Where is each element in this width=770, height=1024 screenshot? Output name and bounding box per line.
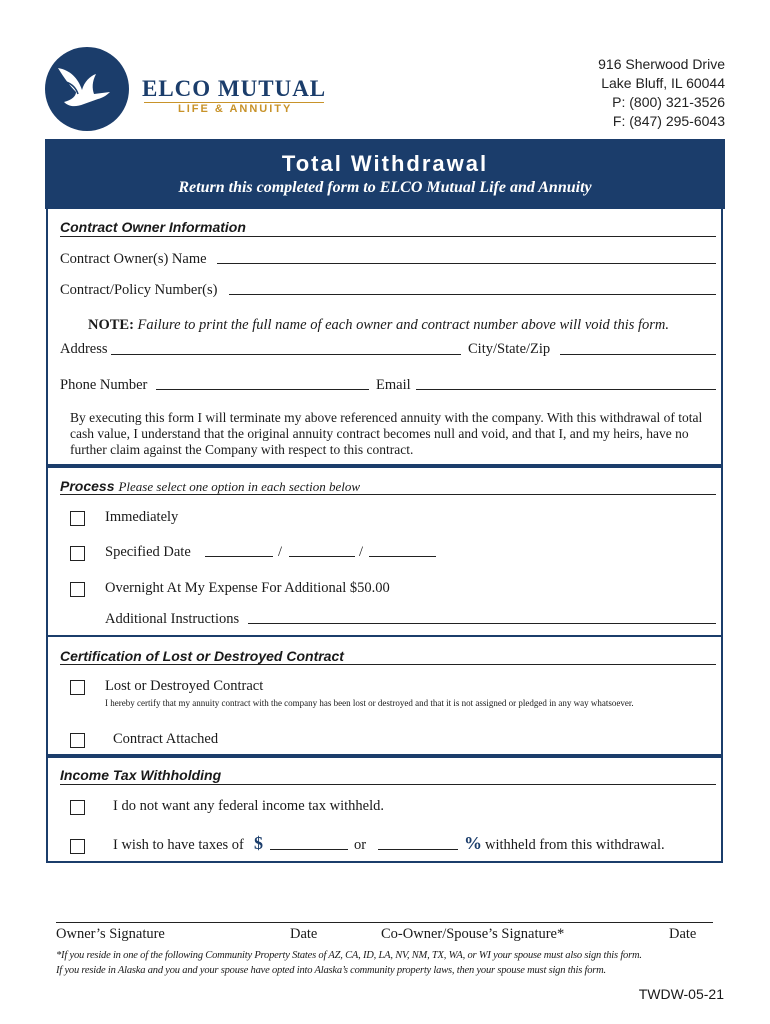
or-label: or xyxy=(354,837,367,853)
owner-name-field[interactable] xyxy=(217,263,716,264)
form-subtitle: Return this completed form to ELCO Mutual Life and Annuity xyxy=(178,179,592,196)
owner-section-title: Contract Owner Information xyxy=(60,219,246,235)
process-hint: Please select one option in each section below xyxy=(118,479,360,494)
logo-subtitle: LIFE & ANNUITY xyxy=(178,103,293,115)
date-day-field[interactable] xyxy=(289,556,355,557)
process-title: Process xyxy=(60,478,115,494)
certification-section-rule xyxy=(60,664,716,665)
note-text: Failure to print the full name of each owner and contract number above will void this form. xyxy=(137,317,670,333)
overnight-label: Overnight At My Expense For Additional $50.00 xyxy=(105,580,390,596)
immediately-checkbox[interactable] xyxy=(70,511,85,526)
withhold-taxes-checkbox[interactable] xyxy=(70,839,85,854)
logo-name: ELCO MUTUAL xyxy=(142,76,327,101)
overnight-checkbox[interactable] xyxy=(70,582,85,597)
withhold-taxes-label: I wish to have taxes of xyxy=(113,837,244,853)
eagle-logo-icon xyxy=(44,46,130,132)
company-address xyxy=(598,55,725,131)
form-code: TWDW-05-21 xyxy=(638,986,724,1002)
owner-name-label: Contract Owner(s) Name xyxy=(60,251,207,267)
policy-number-label: Contract/Policy Number(s) xyxy=(60,282,218,298)
dollar-sign: $ xyxy=(254,833,263,853)
termination-statement: By executing this form I will terminate my above referenced annuity with the company. With this withdrawal of total cash value, I understand that the original annuity contract becomes null and void, and that I, and my heirs, have no further claim against the Company with respect to this contract. xyxy=(70,410,703,457)
date-slash-1: / xyxy=(278,544,283,560)
lost-contract-checkbox[interactable] xyxy=(70,680,85,695)
logo xyxy=(44,46,329,132)
immediately-label: Immediately xyxy=(105,509,179,525)
certification-section-title: Certification of Lost or Destroyed Contract xyxy=(60,648,344,664)
tax-section-title: Income Tax Withholding xyxy=(60,767,222,783)
coowner-signature-label: Co-Owner/Spouse’s Signature* xyxy=(381,926,565,942)
phone-number: P: (800) 321-3526 xyxy=(612,94,725,110)
date-slash-2: / xyxy=(359,544,364,560)
phone-field[interactable] xyxy=(156,389,369,390)
dollar-amount-field[interactable] xyxy=(270,849,348,850)
contract-attached-label: Contract Attached xyxy=(113,731,219,747)
address-field[interactable] xyxy=(111,354,461,355)
specified-date-label: Specified Date xyxy=(105,544,191,560)
tax-section-rule xyxy=(60,784,716,785)
address-line-1: 916 Sherwood Drive xyxy=(598,56,725,72)
footnote-2: If you reside in Alaska and you and your spouse have opted into Alaska’s community property laws, then your spouse must sign this form. xyxy=(56,965,606,976)
no-withholding-checkbox[interactable] xyxy=(70,800,85,815)
owner-date-label: Date xyxy=(290,926,318,942)
address-line-2: Lake Bluff, IL 60044 xyxy=(601,75,725,91)
city-state-zip-label: City/State/Zip xyxy=(468,341,551,357)
owner-section-rule xyxy=(60,236,716,237)
process-section-rule xyxy=(60,494,716,495)
email-label: Email xyxy=(376,377,411,393)
signature-line[interactable] xyxy=(56,922,713,923)
specified-date-checkbox[interactable] xyxy=(70,546,85,561)
additional-instructions-label: Additional Instructions xyxy=(105,611,240,627)
email-field[interactable] xyxy=(416,389,716,390)
owner-signature-label: Owner’s Signature xyxy=(56,926,165,942)
date-month-field[interactable] xyxy=(205,556,273,557)
note-label: NOTE: xyxy=(88,317,134,333)
city-state-zip-field[interactable] xyxy=(560,354,716,355)
additional-instructions-field[interactable] xyxy=(248,623,716,624)
percent-sign: % xyxy=(464,833,482,853)
policy-number-field[interactable] xyxy=(229,294,716,295)
certify-statement: I hereby certify that my annuity contract with the company has been lost or destroyed and that it is not assigned or pledged in any way whatsoever. xyxy=(105,698,634,708)
withheld-label: withheld from this withdrawal. xyxy=(485,837,665,853)
contract-attached-checkbox[interactable] xyxy=(70,733,85,748)
title-banner xyxy=(45,139,725,209)
form-title: Total Withdrawal xyxy=(281,151,489,176)
phone-label: Phone Number xyxy=(60,377,148,393)
address-label: Address xyxy=(60,341,108,357)
coowner-date-label: Date xyxy=(669,926,697,942)
void-note xyxy=(88,317,669,334)
percent-amount-field[interactable] xyxy=(378,849,458,850)
footnote-1: *If you reside in one of the following Community Property States of AZ, CA, ID, LA, NV, NM, TX, WA, or WI your spouse must also sign this form. xyxy=(56,950,642,961)
fax-number: F: (847) 295-6043 xyxy=(612,113,725,129)
no-withholding-label: I do not want any federal income tax withheld. xyxy=(113,798,384,814)
lost-contract-label: Lost or Destroyed Contract xyxy=(105,678,264,694)
date-year-field[interactable] xyxy=(369,556,436,557)
